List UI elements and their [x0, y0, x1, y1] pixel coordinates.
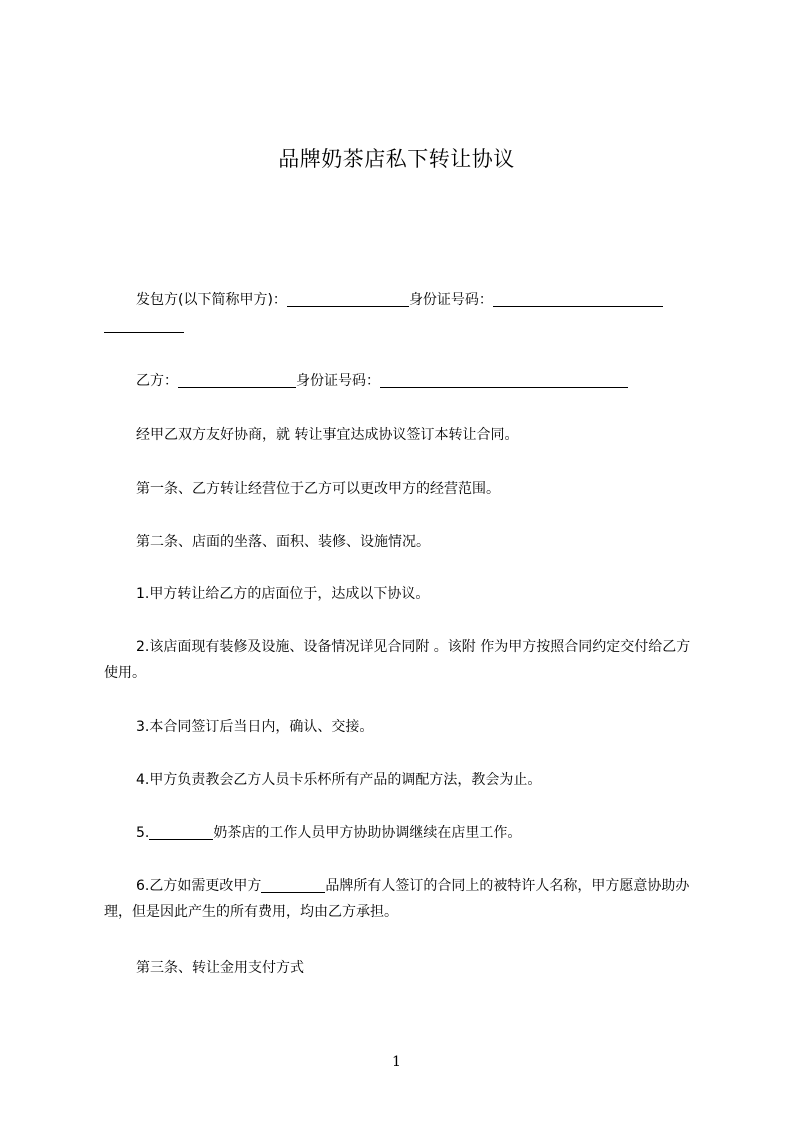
document-title: 品牌奶茶店私下转让协议 — [278, 147, 515, 171]
item-5-blank — [149, 823, 213, 840]
party-b-label: 乙方： — [136, 373, 178, 389]
party-b-id-label: 身份证号码： — [296, 373, 380, 389]
item-1: 1.甲方转让给乙方的店面位于，达成以下协议。 — [136, 586, 430, 602]
item-6-suffix: 品牌所有人签订的合同上的被特许人名称，甲方愿意协助办理，但是因此产生的所有费用，均由乙方承担。 — [104, 878, 690, 920]
party-b-name-blank — [178, 371, 296, 388]
item-5-suffix: 奶茶店的工作人员甲方协助协调继续在店里工作。 — [213, 825, 522, 841]
article-2: 第二条、店面的坐落、面积、装修、设施情况。 — [136, 534, 430, 550]
party-a-line — [104, 287, 702, 339]
party-a-label: 发包方(以下简称甲方)： — [136, 292, 287, 308]
item-5 — [104, 820, 702, 846]
article-1: 第一条、乙方转让经营位于乙方可以更改甲方的经营范围。 — [136, 481, 500, 497]
item-6-prefix: 6.乙方如需更改甲方 — [136, 878, 262, 894]
item-5-prefix: 5. — [136, 825, 150, 841]
party-a-id-blank-2 — [104, 316, 184, 333]
item-2: 2.该店面现有装修及设施、设备情况详见合同附 。该附 作为甲方按照合同约定交付给乙方使用。 — [104, 639, 691, 681]
item-4: 4.甲方负责教会乙方人员卡乐杯所有产品的调配方法，教会为止。 — [136, 772, 542, 788]
page-number: 1 — [392, 1054, 401, 1070]
party-a-id-label: 身份证号码： — [408, 292, 493, 308]
party-a-id-blank-1 — [493, 290, 663, 307]
item-3: 3.本合同签订后当日内，确认、交接。 — [136, 719, 374, 735]
item-6 — [104, 873, 702, 925]
article-3: 第三条、转让金用支付方式 — [136, 960, 304, 976]
party-b-line — [104, 368, 702, 394]
party-b-id-blank — [380, 371, 628, 388]
item-6-blank — [261, 876, 325, 893]
intro-paragraph: 经甲乙双方友好协商，就 转让事宜达成协议签订本转让合同。 — [136, 427, 519, 443]
party-a-name-blank — [287, 290, 409, 307]
